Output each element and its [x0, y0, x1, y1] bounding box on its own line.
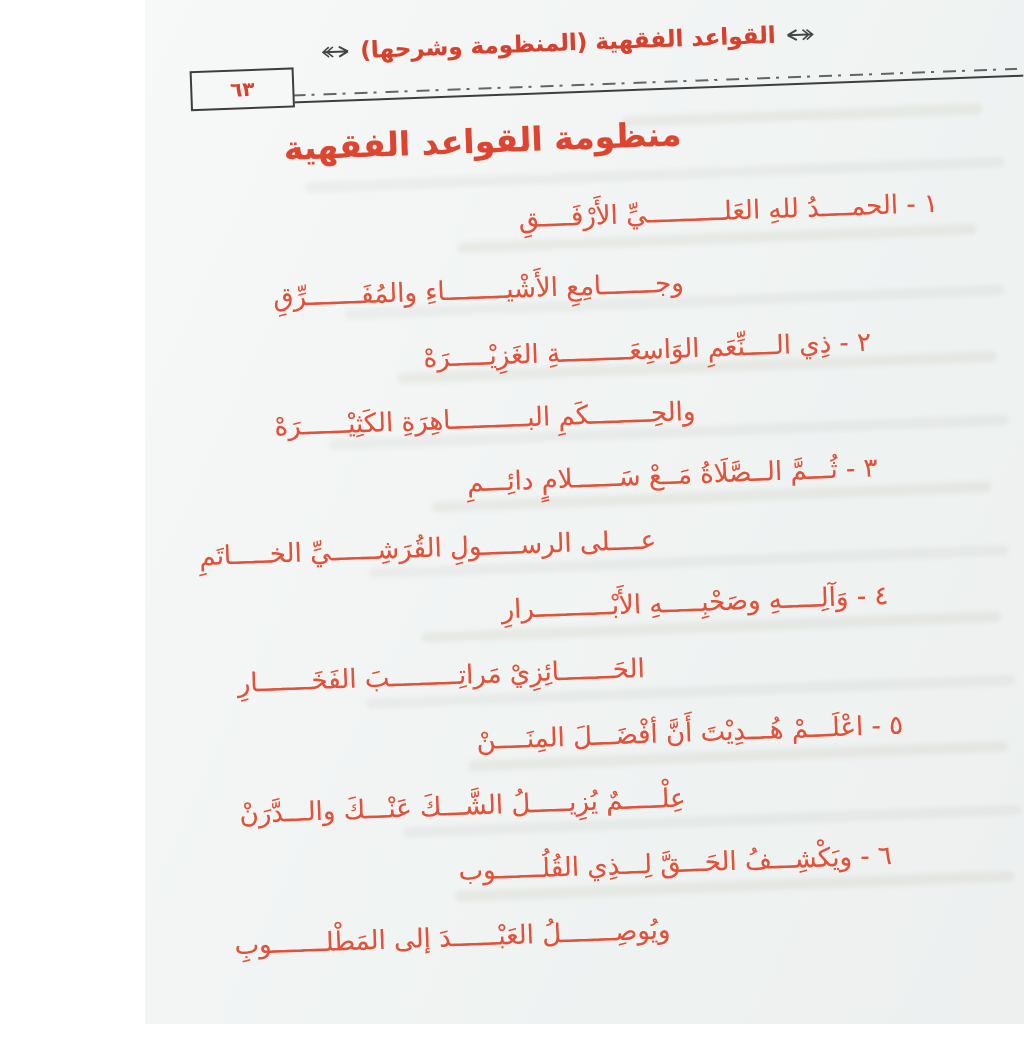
verse-4-first-hemistich: ٤ - وَآلِـــــهِ وصَحْبِـــــهِ الأَبْــــــــــرارِ [500, 580, 889, 626]
verse-6-first-hemistich: ٦ - ويَكْشِـــفُ الحَـــقَّ لِـــذِي القُلُــــــوب [458, 841, 893, 887]
verse-3-second-hemistich: عــــلى الرســـــولِ القُرَشِــــــيِّ الخـــــاتَمِ [198, 525, 657, 573]
page-number: ٦٣ [229, 76, 255, 102]
verse-2-first-hemistich: ٢ - ذِي الــــنِّعَمِ الوَاسِعَـــــــــةِ الغَزِيْـــــرَهْ [422, 327, 872, 374]
running-head [322, 21, 814, 65]
verse-5-first-hemistich: ٥ - اعْلَـــمْ هُـــدِيْتَ أَنَّ أفْضَـــلَ المِنَــــنْ [476, 710, 904, 757]
verse-6-second-hemistich: ويُوصِـــــــلُ العَبْــــــدَ إلى المَطْلـــــــوبِ [233, 915, 671, 962]
verse-3-first-hemistich: ٣ - ثُـــمَّ الــصَّلَاةُ مَــعْ سَــــــلامٍ دائِـــمِ [466, 453, 879, 499]
verse-5-second-hemistich: عِلْـــــمٌ يُزِيـــــلُ الشَّـــكَ عَنْـــكَ والـــدَّرَنْ [239, 783, 687, 830]
arrow-ornament-icon [785, 26, 814, 43]
page-number-box [190, 67, 295, 111]
header-dashed-rule [293, 68, 1018, 97]
poem-title: منظومة القواعد الفقهية [283, 114, 682, 168]
header-solid-rule [291, 75, 1024, 104]
book-page-photo [145, 0, 1024, 1024]
verse-1-second-hemistich: وجـــــــامِعِ الأَشْيــــــــاءِ والمُفَـــــــرِّقِ [272, 268, 685, 314]
verse-2-second-hemistich: والحِــــــــكَمِ البــــــــــاهِرَةِ الكَثِيْــــــرَهْ [273, 396, 696, 443]
running-title: القواعد الفقهية (المنظومة وشرحها) [359, 22, 777, 64]
verse-1-first-hemistich: ١ - الحمــــدُ للهِ العَلــــــــــيِّ الأَرْفَــــقِ [518, 188, 939, 235]
verse-4-second-hemistich: الحَـــــــائِزِيْ مَراتِـــــــــبَ الفَخَـــــــارِ [237, 653, 646, 699]
page-tilt-wrapper [130, 0, 1024, 1040]
arrow-ornament-icon [322, 43, 351, 60]
